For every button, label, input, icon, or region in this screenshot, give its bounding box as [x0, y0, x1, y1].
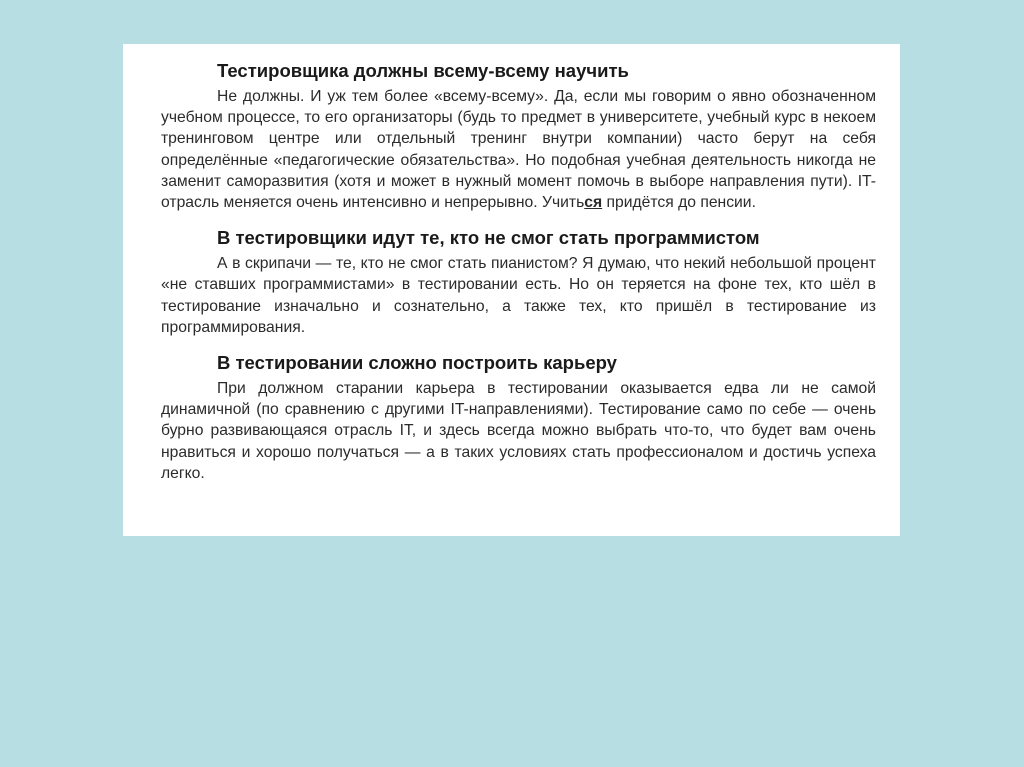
document-page	[123, 44, 900, 536]
section-paragraph	[161, 86, 876, 213]
section-heading: В тестировщики идут те, кто не смог стать программистом	[217, 227, 760, 249]
underlined-emphasis: ся	[584, 194, 603, 212]
section-myth-2	[161, 225, 876, 338]
paragraph-text-end: придётся до пенсии.	[602, 194, 756, 212]
section-myth-1	[161, 58, 876, 213]
paragraph-text: Не должны. И уж тем более «всему-всему». Да, если мы говорим о явно обозначенном учебном процессе, то его организаторы (будь то предмет в университете, учебный курс в некоем тренинговом центре или отдельный тренинг внутри компании) часто берут на себя определённые «педагогические обязательства». Но подобная учебная деятельность никогда не заменит саморазвития (хотя и может в нужный момент помочь в выборе направления пути). IT-отрасль меняется очень интенсивно и непрерывно. Учить	[161, 88, 876, 212]
section-heading: Тестировщика должны всему-всему научить	[217, 60, 629, 81]
section-heading: В тестировании сложно построить карьеру	[217, 352, 617, 374]
section-paragraph: При должном старании карьера в тестировании оказывается едва ли не самой динамичной (по сравнению с другими IT-направлениями). Тестирование само по себе — очень бурно развивающаяся отрасль IT, и здесь всегда можно выбрать что-то, что будет вам очень нравиться и хорошо получаться — а в таких условиях стать профессионалом и достичь успеха легко.	[161, 380, 876, 482]
section-myth-3	[161, 350, 876, 484]
section-paragraph: А в скрипачи — те, кто не смог стать пианистом? Я думаю, что некий небольшой процент «не ставших программистами» в тестировании есть. Но он теряется на фоне тех, кто шёл в тестирование изначально и сознательно, а также тех, кто пришёл в тестирование из программирования.	[161, 255, 876, 336]
